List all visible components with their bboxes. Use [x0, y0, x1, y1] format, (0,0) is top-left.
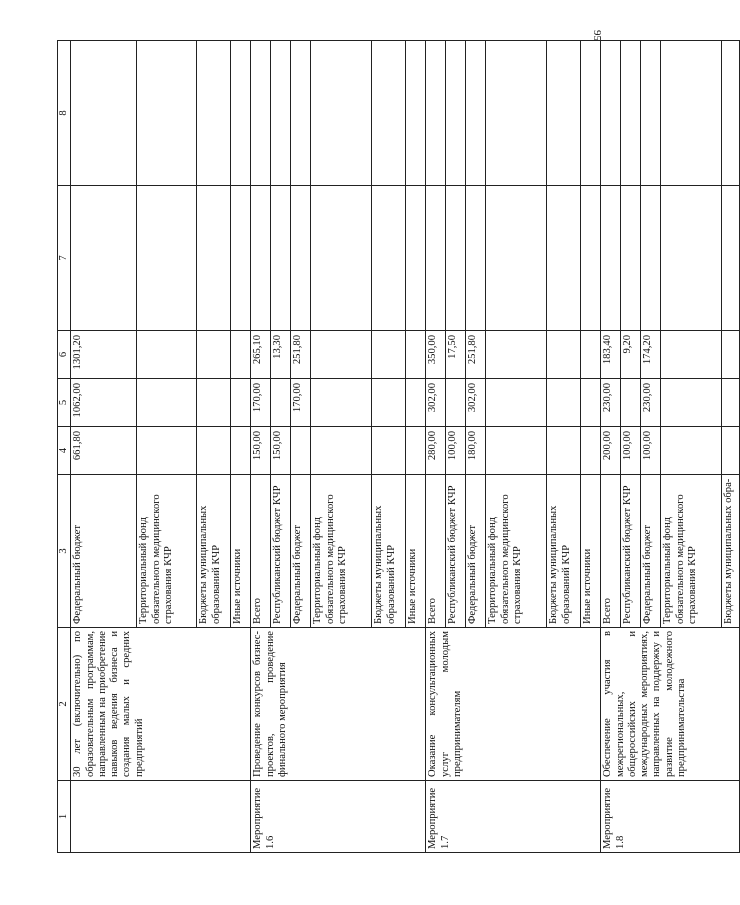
col-number: 1 [58, 781, 71, 853]
empty-cell [486, 331, 547, 379]
value-cell: 302,00 [466, 379, 486, 427]
empty-cell [311, 41, 372, 186]
value-cell: 180,00 [466, 427, 486, 475]
funding-source: Всего [426, 475, 446, 628]
empty-cell [406, 331, 426, 379]
funding-source: Территориальный фонд обязательного медицинского страхования КЧР [311, 475, 372, 628]
value-cell: 200,00 [601, 427, 621, 475]
value-cell: 350,00 [426, 331, 446, 379]
empty-cell [372, 379, 406, 427]
funding-source: Бюджеты муниципальных обра- [722, 475, 740, 628]
funding-source: Бюджеты муниципальных образований КЧР [372, 475, 406, 628]
empty-cell [547, 379, 581, 427]
empty-cell [406, 41, 426, 186]
measure-description: Обеспечение участия в межрегиональных, общероссийских и международных мероприятиях, направленных на поддержку и развитие молодежного предпринимательства [601, 628, 740, 781]
empty-cell [426, 41, 446, 186]
empty-cell [197, 427, 231, 475]
funding-source: Бюджеты муниципальных образований КЧР [197, 475, 231, 628]
empty-cell [601, 41, 621, 186]
empty-cell [137, 186, 197, 331]
funding-source: Иные источники [231, 475, 251, 628]
value-cell: 1062,00 [71, 379, 137, 427]
empty-cell [661, 427, 722, 475]
page-number: 95 [591, 30, 603, 41]
empty-cell [581, 41, 601, 186]
empty-cell [372, 331, 406, 379]
value-cell: 251,80 [466, 331, 486, 379]
measure-name: Мероприятие 1.7 [426, 781, 601, 853]
value-cell: 230,00 [641, 379, 661, 427]
measure-description: Проведение конкурсов бизнес-проектов, проведение финального мероприятия [251, 628, 426, 781]
value-cell: 100,00 [621, 427, 641, 475]
measure-description: 30 лет (включительно) по образовательным программам, направленным на приобретение навыков ведения бизнеса и создания малых и средних предприятий [71, 628, 251, 781]
empty-cell [621, 379, 641, 427]
table-row [426, 41, 446, 853]
funding-source: Федеральный бюджет [291, 475, 311, 628]
funding-source: Территориальный фонд обязательного медицинского страхования КЧР [486, 475, 547, 628]
empty-cell [311, 186, 372, 331]
value-cell: 100,00 [446, 427, 466, 475]
funding-source: Иные источники [581, 475, 601, 628]
col-number: 3 [58, 475, 71, 628]
empty-cell [722, 186, 740, 331]
empty-cell [486, 186, 547, 331]
empty-cell [197, 41, 231, 186]
funding-source: Бюджеты муниципальных образований КЧР [547, 475, 581, 628]
value-cell: 1301,20 [71, 331, 137, 379]
funding-source: Всего [601, 475, 621, 628]
funding-source: Республиканский бюджет КЧР [446, 475, 466, 628]
empty-cell [137, 379, 197, 427]
value-cell: 183,40 [601, 331, 621, 379]
empty-cell [581, 427, 601, 475]
empty-cell [621, 41, 641, 186]
measure-name: Мероприятие 1.8 [601, 781, 740, 853]
empty-cell [486, 41, 547, 186]
empty-cell [581, 379, 601, 427]
budget-table [57, 40, 740, 853]
empty-cell [641, 186, 661, 331]
col-number: 4 [58, 427, 71, 475]
empty-cell [137, 427, 197, 475]
empty-cell [372, 186, 406, 331]
value-cell: 13,30 [271, 331, 291, 379]
empty-cell [197, 379, 231, 427]
empty-cell [722, 331, 740, 379]
empty-cell [641, 41, 661, 186]
empty-cell [486, 379, 547, 427]
table-row [251, 41, 271, 853]
empty-cell [601, 186, 621, 331]
empty-cell [547, 427, 581, 475]
empty-cell [231, 41, 251, 186]
empty-cell [271, 379, 291, 427]
empty-cell [722, 41, 740, 186]
col-number: 5 [58, 379, 71, 427]
empty-cell [251, 186, 271, 331]
funding-source: Федеральный бюджет [71, 475, 137, 628]
empty-cell [231, 379, 251, 427]
funding-source: Республиканский бюджет КЧР [621, 475, 641, 628]
funding-source: Территориальный фонд обязательного медицинского страхования КЧР [137, 475, 197, 628]
empty-cell [426, 186, 446, 331]
value-cell: 170,00 [291, 379, 311, 427]
empty-cell [271, 186, 291, 331]
value-cell: 230,00 [601, 379, 621, 427]
empty-cell [311, 379, 372, 427]
empty-cell [446, 379, 466, 427]
value-cell: 150,00 [251, 427, 271, 475]
empty-cell [547, 41, 581, 186]
empty-cell [71, 41, 137, 186]
empty-cell [231, 331, 251, 379]
empty-cell [661, 379, 722, 427]
column-number-row [58, 41, 71, 853]
empty-cell [547, 331, 581, 379]
empty-cell [71, 186, 137, 331]
value-cell: 170,00 [251, 379, 271, 427]
col-number: 7 [58, 186, 71, 331]
value-cell: 174,20 [641, 331, 661, 379]
empty-cell [406, 379, 426, 427]
empty-cell [137, 41, 197, 186]
empty-cell [446, 186, 466, 331]
funding-source: Республиканский бюджет КЧР [271, 475, 291, 628]
value-cell: 661,80 [71, 427, 137, 475]
value-cell: 17,50 [446, 331, 466, 379]
empty-cell [661, 331, 722, 379]
funding-source: Федеральный бюджет [641, 475, 661, 628]
empty-cell [197, 331, 231, 379]
empty-cell [466, 41, 486, 186]
table-row [601, 41, 621, 853]
empty-cell [137, 331, 197, 379]
empty-cell [291, 186, 311, 331]
funding-source: Иные источники [406, 475, 426, 628]
empty-cell [722, 427, 740, 475]
empty-cell [311, 331, 372, 379]
empty-cell [446, 41, 466, 186]
col-number: 8 [58, 41, 71, 186]
empty-cell [406, 427, 426, 475]
empty-cell [231, 186, 251, 331]
empty-cell [486, 427, 547, 475]
funding-source: Всего [251, 475, 271, 628]
empty-cell [547, 186, 581, 331]
empty-cell [251, 41, 271, 186]
rotated-page [57, 41, 735, 853]
empty-cell [372, 427, 406, 475]
empty-cell [661, 41, 722, 186]
empty-cell [466, 186, 486, 331]
empty-cell [621, 186, 641, 331]
empty-cell [581, 331, 601, 379]
measure-name-cell [71, 781, 251, 853]
table-row [71, 41, 137, 853]
col-number: 2 [58, 628, 71, 781]
measure-description: Оказание консультационных услуг молодым предпринимателям [426, 628, 601, 781]
value-cell: 280,00 [426, 427, 446, 475]
value-cell: 251,80 [291, 331, 311, 379]
empty-cell [291, 427, 311, 475]
empty-cell [231, 427, 251, 475]
empty-cell [406, 186, 426, 331]
value-cell: 9,20 [621, 331, 641, 379]
funding-source: Федеральный бюджет [466, 475, 486, 628]
value-cell: 265,10 [251, 331, 271, 379]
value-cell: 100,00 [641, 427, 661, 475]
empty-cell [311, 427, 372, 475]
empty-cell [291, 41, 311, 186]
col-number: 6 [58, 331, 71, 379]
empty-cell [372, 41, 406, 186]
empty-cell [197, 186, 231, 331]
empty-cell [722, 379, 740, 427]
empty-cell [581, 186, 601, 331]
value-cell: 302,00 [426, 379, 446, 427]
funding-source: Территориальный фонд обязательного медицинского страхования КЧР [661, 475, 722, 628]
empty-cell [661, 186, 722, 331]
measure-name: Мероприятие 1.6 [251, 781, 426, 853]
empty-cell [271, 41, 291, 186]
value-cell: 150,00 [271, 427, 291, 475]
